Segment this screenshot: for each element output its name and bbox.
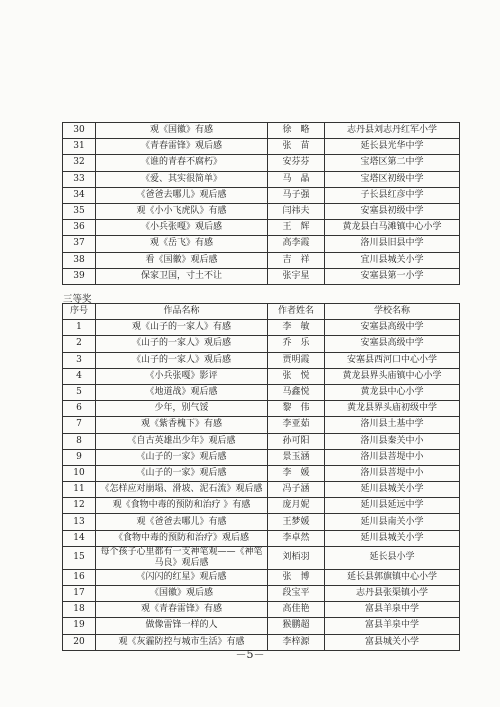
cell-work-title: 《山子的一家》观后感: [96, 465, 268, 481]
cell-school: 延川县延远中学: [325, 498, 460, 514]
table-row: [63, 252, 460, 268]
cell-author: 贾明霞: [268, 352, 325, 368]
cell-author: 张 博: [268, 569, 325, 585]
cell-number: 18: [63, 602, 96, 618]
cell-school: 志丹县刘志丹红军小学: [325, 123, 460, 139]
cell-work-title: 《闪闪的红星》观后感: [96, 569, 268, 585]
cell-school: 洛川县秦关中小: [325, 433, 460, 449]
table-row: [63, 368, 460, 384]
table-row: [63, 482, 460, 498]
cell-school: 延川县城关小学: [325, 530, 460, 546]
header-work: 作品名称: [96, 304, 268, 320]
cell-work-title: 《自古英雄出少年》观后感: [96, 433, 268, 449]
cell-number: 31: [63, 139, 96, 155]
cell-school: 宝塔区第二中学: [325, 155, 460, 171]
table-row: [63, 514, 460, 530]
cell-school: 延长县郭旗镇中心小学: [325, 569, 460, 585]
cell-number: 35: [63, 203, 96, 219]
third-prize-heading: 三等奖: [63, 294, 92, 305]
cell-number: 1: [63, 320, 96, 336]
cell-number: 14: [63, 530, 96, 546]
cell-work-title: 做像雷锋一样的人: [96, 618, 268, 634]
cell-number: 38: [63, 252, 96, 268]
table-row: [63, 139, 460, 155]
cell-author: 张宇星: [268, 268, 325, 284]
cell-author: 马子强: [268, 187, 325, 203]
cell-author: 李 媛: [268, 465, 325, 481]
cell-work-title: 《爱、其实很简单》: [96, 171, 268, 187]
cell-number: 34: [63, 187, 96, 203]
cell-work-title: 《国徽》观后感: [96, 586, 268, 602]
cell-work-title: 观《小小飞虎队》有感: [96, 203, 268, 219]
cell-author: 高李霞: [268, 236, 325, 252]
cell-work-title: 观《紫香槐下》有感: [96, 417, 268, 433]
table-row: [63, 320, 460, 336]
table-row: [63, 401, 460, 417]
cell-number: 39: [63, 268, 96, 284]
cell-work-title: 观《青春雷锋》有感: [96, 602, 268, 618]
cell-author: 李 敏: [268, 320, 325, 336]
cell-author: 徐 略: [268, 123, 325, 139]
table-row: [63, 220, 460, 236]
table-row: [63, 417, 460, 433]
table-row: [63, 155, 460, 171]
cell-school: 洛川县旧县中学: [325, 236, 460, 252]
cell-work-title: 《谁的青春不腐朽》: [96, 155, 268, 171]
cell-work-title: 《食物中毒的预防和治疗》观后感: [96, 530, 268, 546]
cell-work-title: 《爸爸去哪儿》观后感: [96, 187, 268, 203]
cell-author: 张 苗: [268, 139, 325, 155]
cell-school: 宜川县城关小学: [325, 252, 460, 268]
cell-author: 李梓源: [268, 634, 325, 650]
table-row: [63, 384, 460, 400]
table-row: [63, 569, 460, 585]
table-row: [63, 123, 460, 139]
cell-work-title: 少年，别气馁: [96, 401, 268, 417]
header-no: 序号: [63, 304, 96, 320]
cell-school: 黄龙县中心小学: [325, 384, 460, 400]
cell-author: 马 晶: [268, 171, 325, 187]
cell-number: 15: [63, 546, 96, 569]
award-table-continued: [62, 122, 460, 285]
table-row: [63, 352, 460, 368]
cell-school: 延川县城关小学: [325, 482, 460, 498]
cell-work-title: 观《岳飞》有感: [96, 236, 268, 252]
table-row: [63, 602, 460, 618]
table-row: [63, 465, 460, 481]
cell-author: 吉 祥: [268, 252, 325, 268]
cell-number: 16: [63, 569, 96, 585]
cell-author: 刘栢羽: [268, 546, 325, 569]
cell-school: 富县羊泉中学: [325, 618, 460, 634]
cell-school: 安塞县初级中学: [325, 203, 460, 219]
cell-school: 黄龙县白马滩镇中心小学: [325, 220, 460, 236]
cell-work-title: 观《山子的一家人》有感: [96, 320, 268, 336]
cell-number: 2: [63, 336, 96, 352]
cell-number: 10: [63, 465, 96, 481]
cell-author: 王 辉: [268, 220, 325, 236]
cell-school: 宝塔区初级中学: [325, 171, 460, 187]
cell-number: 36: [63, 220, 96, 236]
table-row: [63, 203, 460, 219]
cell-work-title: 每个孩子心里都有一支神笔观——《神笔马良》观后感: [96, 546, 268, 569]
cell-work-title: 保家卫国，寸土不让: [96, 268, 268, 284]
cell-author: 庞月妮: [268, 498, 325, 514]
cell-author: 猴鹏超: [268, 618, 325, 634]
cell-author: 乔 乐: [268, 336, 325, 352]
table-row: [63, 236, 460, 252]
cell-author: 李卓然: [268, 530, 325, 546]
cell-number: 9: [63, 449, 96, 465]
cell-work-title: 《地道战》观后感: [96, 384, 268, 400]
cell-school: 洛川县菩堤中小: [325, 465, 460, 481]
table-row: [63, 498, 460, 514]
table-row: [63, 449, 460, 465]
cell-number: 4: [63, 368, 96, 384]
table-row: [63, 171, 460, 187]
cell-author: 李亚茹: [268, 417, 325, 433]
cell-number: 5: [63, 384, 96, 400]
cell-school: 延长县小学: [325, 546, 460, 569]
cell-school: 安塞县第一小学: [325, 268, 460, 284]
cell-work-title: 《小兵张嘎》影评: [96, 368, 268, 384]
cell-author: 孙可阳: [268, 433, 325, 449]
table-row: [63, 586, 460, 602]
table-row: [63, 187, 460, 203]
cell-number: 17: [63, 586, 96, 602]
table-row: [63, 546, 460, 569]
cell-school: 延川县南关小学: [325, 514, 460, 530]
cell-number: 37: [63, 236, 96, 252]
cell-work-title: 观《爸爸去哪儿》有感: [96, 514, 268, 530]
table-row: [63, 530, 460, 546]
cell-school: 洛川县土基中学: [325, 417, 460, 433]
cell-school: 安塞县高级中学: [325, 336, 460, 352]
cell-author: 马鑫悦: [268, 384, 325, 400]
table-row: [63, 433, 460, 449]
cell-work-title: 《山子的一家人》观后感: [96, 352, 268, 368]
cell-number: 30: [63, 123, 96, 139]
cell-number: 20: [63, 634, 96, 650]
cell-number: 11: [63, 482, 96, 498]
cell-number: 33: [63, 171, 96, 187]
cell-author: 冯子涵: [268, 482, 325, 498]
cell-school: 安塞县西河口中心小学: [325, 352, 460, 368]
cell-school: 富县城关小学: [325, 634, 460, 650]
table-row: [63, 336, 460, 352]
cell-work-title: 《怎样应对崩塌、滑坡、泥石流》观后感: [96, 482, 268, 498]
header-school: 学校名称: [325, 304, 460, 320]
cell-author: 景玉涵: [268, 449, 325, 465]
cell-work-title: 《青春雷锋》观后感: [96, 139, 268, 155]
cell-number: 3: [63, 352, 96, 368]
cell-work-title: 观《灰霾防控与城市生活》有感: [96, 634, 268, 650]
cell-author: 黎 伟: [268, 401, 325, 417]
cell-school: 黄龙县界头庙镇中心小学: [325, 368, 460, 384]
cell-work-title: 《小兵张嘎》观后感: [96, 220, 268, 236]
cell-number: 12: [63, 498, 96, 514]
cell-school: 安塞县高级中学: [325, 320, 460, 336]
cell-school: 志丹县张渠镇小学: [325, 586, 460, 602]
cell-number: 19: [63, 618, 96, 634]
cell-author: 段宝平: [268, 586, 325, 602]
cell-number: 6: [63, 401, 96, 417]
cell-author: 王梦媛: [268, 514, 325, 530]
page-number: －5－: [235, 648, 265, 661]
cell-school: 子长县红彦中学: [325, 187, 460, 203]
cell-number: 8: [63, 433, 96, 449]
cell-school: 延长县光华中学: [325, 139, 460, 155]
cell-author: 高佳艳: [268, 602, 325, 618]
cell-author: 张 悦: [268, 368, 325, 384]
cell-work-title: 观《食物中毒的预防和治疗 》有感: [96, 498, 268, 514]
cell-author: 安芬芬: [268, 155, 325, 171]
header-author: 作者姓名: [268, 304, 325, 320]
cell-number: 32: [63, 155, 96, 171]
cell-work-title: 观《国徽》有感: [96, 123, 268, 139]
cell-author: 闫祎夫: [268, 203, 325, 219]
cell-school: 洛川县菩堤中小: [325, 449, 460, 465]
cell-number: 7: [63, 417, 96, 433]
cell-work-title: 《山子的一家》观后感: [96, 449, 268, 465]
cell-school: 黄龙县界头庙初级中学: [325, 401, 460, 417]
table-row: [63, 268, 460, 284]
third-prize-table: [62, 303, 460, 651]
cell-number: 13: [63, 514, 96, 530]
cell-work-title: 《山子的一家人》观后感: [96, 336, 268, 352]
table-header-row: [63, 304, 460, 320]
cell-school: 富县羊泉中学: [325, 602, 460, 618]
cell-work-title: 看《国徽》观后感: [96, 252, 268, 268]
table-row: [63, 618, 460, 634]
